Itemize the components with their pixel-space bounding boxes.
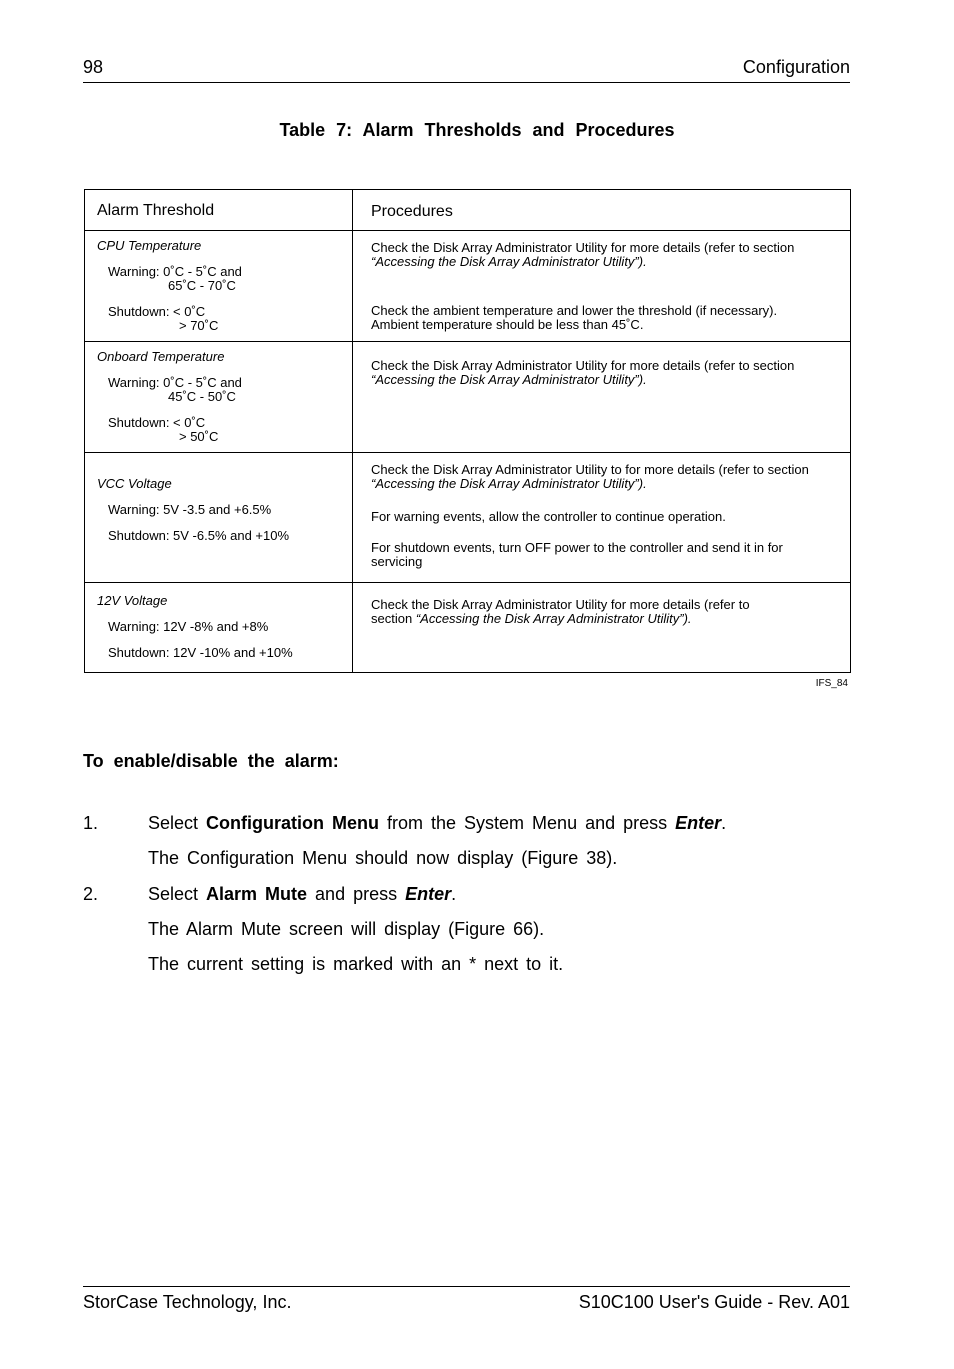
- table-row: [85, 453, 851, 583]
- procedure-title: To enable/disable the alarm:: [83, 751, 339, 771]
- step-1: Select Configuration Menu from the System Menu and press Enter.: [148, 813, 727, 833]
- threshold-cell: VCC Voltage Warning: 5V -3.5 and +6.5% Shutdown: 5V -6.5% and +10%: [85, 453, 353, 583]
- figure-id: IFS_84: [815, 678, 848, 689]
- table-row: [85, 231, 851, 342]
- table-title: Table 7: Alarm Thresholds and Procedures: [279, 120, 675, 140]
- threshold-cell: CPU Temperature Warning: 0˚C - 5˚C and 65˚C - 70˚C Shutdown: < 0˚C > 70˚C: [85, 231, 353, 342]
- step-2-note: The Alarm Mute screen will display (Figure 66).: [148, 919, 545, 939]
- table-row: [85, 583, 851, 673]
- step-2-note: The current setting is marked with an * next to it.: [148, 954, 564, 974]
- threshold-name: Onboard Temperature: [97, 349, 225, 364]
- procedure-cell: Check the Disk Array Administrator Utility for more details (refer to section “Accessing the Disk Array Administrator Utility”).: [353, 342, 851, 453]
- table-row: [85, 342, 851, 453]
- page-number: 98: [83, 57, 104, 77]
- procedure-cell: Check the Disk Array Administrator Utility to for more details (refer to section “Accessing the Disk Array Administrator Utility”). For warning events, allow the controller to continue operation. For shutdown events, turn OFF power to the controller and send it in for servicing: [353, 453, 851, 583]
- procedure-cell: Check the Disk Array Administrator Utility for more details (refer to section “Accessing the Disk Array Administrator Utility”).: [353, 583, 851, 673]
- alarm-thresholds-table: [84, 189, 851, 673]
- step-number: 2.: [83, 884, 99, 904]
- threshold-cell: Onboard Temperature Warning: 0˚C - 5˚C and 45˚C - 50˚C Shutdown: < 0˚C > 50˚C: [85, 342, 353, 453]
- procedure-cell: Check the Disk Array Administrator Utility for more details (refer to section “Accessing the Disk Array Administrator Utility”). Check the ambient temperature and lower the threshold (if necessary). Ambient temperature should be less than 45˚C.: [353, 231, 851, 342]
- threshold-cell: 12V Voltage Warning: 12V -8% and +8% Shutdown: 12V -10% and +10%: [85, 583, 353, 673]
- threshold-name: 12V Voltage: [97, 593, 168, 608]
- header-rule: [83, 82, 850, 83]
- step-1-note: The Configuration Menu should now display (Figure 38).: [148, 848, 618, 868]
- threshold-name: CPU Temperature: [97, 238, 202, 253]
- section-title: Configuration: [742, 57, 850, 77]
- footer-doc-title: S10C100 User's Guide - Rev. A01: [578, 1292, 850, 1312]
- footer-company: StorCase Technology, Inc.: [83, 1292, 292, 1312]
- threshold-name: VCC Voltage: [97, 476, 172, 491]
- step-number: 1.: [83, 813, 99, 833]
- column-header-procedures: Procedures: [353, 190, 851, 231]
- footer-rule: [83, 1286, 850, 1287]
- step-2: Select Alarm Mute and press Enter.: [148, 884, 457, 904]
- column-header-threshold: Alarm Threshold: [85, 190, 353, 231]
